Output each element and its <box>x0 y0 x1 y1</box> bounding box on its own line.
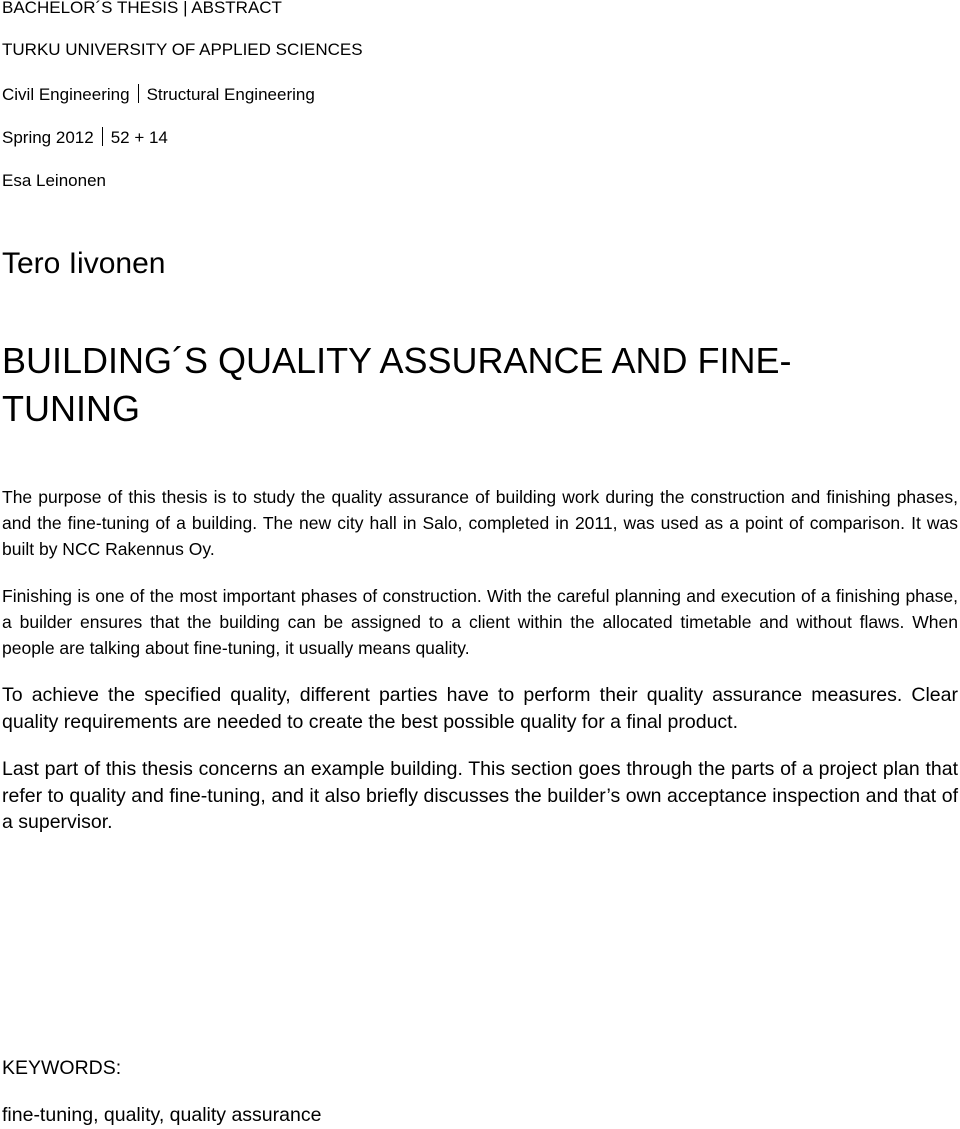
degree-line <box>2 84 315 105</box>
supervisor-name: Esa Leinonen <box>2 171 106 190</box>
university-name <box>2 40 363 60</box>
document-type <box>2 0 282 18</box>
supervisor-line <box>2 171 106 191</box>
term-line <box>2 127 168 148</box>
page-count: 52 + 14 <box>110 128 168 147</box>
thesis-title-line-2: TUNING <box>2 388 140 429</box>
separator <box>102 127 103 146</box>
separator <box>138 84 139 103</box>
document-type-text: BACHELOR´S THESIS | ABSTRACT <box>2 0 282 17</box>
university-text: TURKU UNIVERSITY OF APPLIED SCIENCES <box>2 40 363 59</box>
author-name: Tero Iivonen <box>2 247 166 280</box>
keywords-list: fine-tuning, quality, quality assurance <box>2 1104 322 1126</box>
abstract-paragraph-4: Last part of this thesis concerns an example building. This section goes through the parts of a project plan that refer to quality and fine-tuning, and it also briefly discusses the builder’s own acceptance inspection and that of a supervisor. <box>2 758 958 833</box>
keywords-label: KEYWORDS: <box>2 1057 122 1079</box>
abstract-paragraph-2: Finishing is one of the most important phases of construction. With the careful planning and execution of a finishing phase, a builder ensures that the building can be assigned to a client within the allocated timetable and without flaws. When people are talking about fine-tuning, it usually means quality. <box>2 586 958 658</box>
abstract-paragraph-3: To achieve the specified quality, different parties have to perform their quality assurance measures. Clear quality requirements are needed to create the best possible quality for a final product. <box>2 684 958 733</box>
thesis-title <box>2 337 942 433</box>
specialization: Structural Engineering <box>146 85 315 104</box>
degree-programme: Civil Engineering <box>2 85 130 104</box>
thesis-title-line-1: BUILDING´S QUALITY ASSURANCE AND FINE- <box>2 340 792 381</box>
abstract-paragraph-1: The purpose of this thesis is to study the quality assurance of building work during the construction and finishing phases, and the fine-tuning of a building. The new city hall in Salo, completed in 2011, was used as a point of comparison. It was built by NCC Rakennus Oy. <box>2 487 958 559</box>
abstract-body <box>2 484 958 857</box>
term: Spring 2012 <box>2 128 94 147</box>
